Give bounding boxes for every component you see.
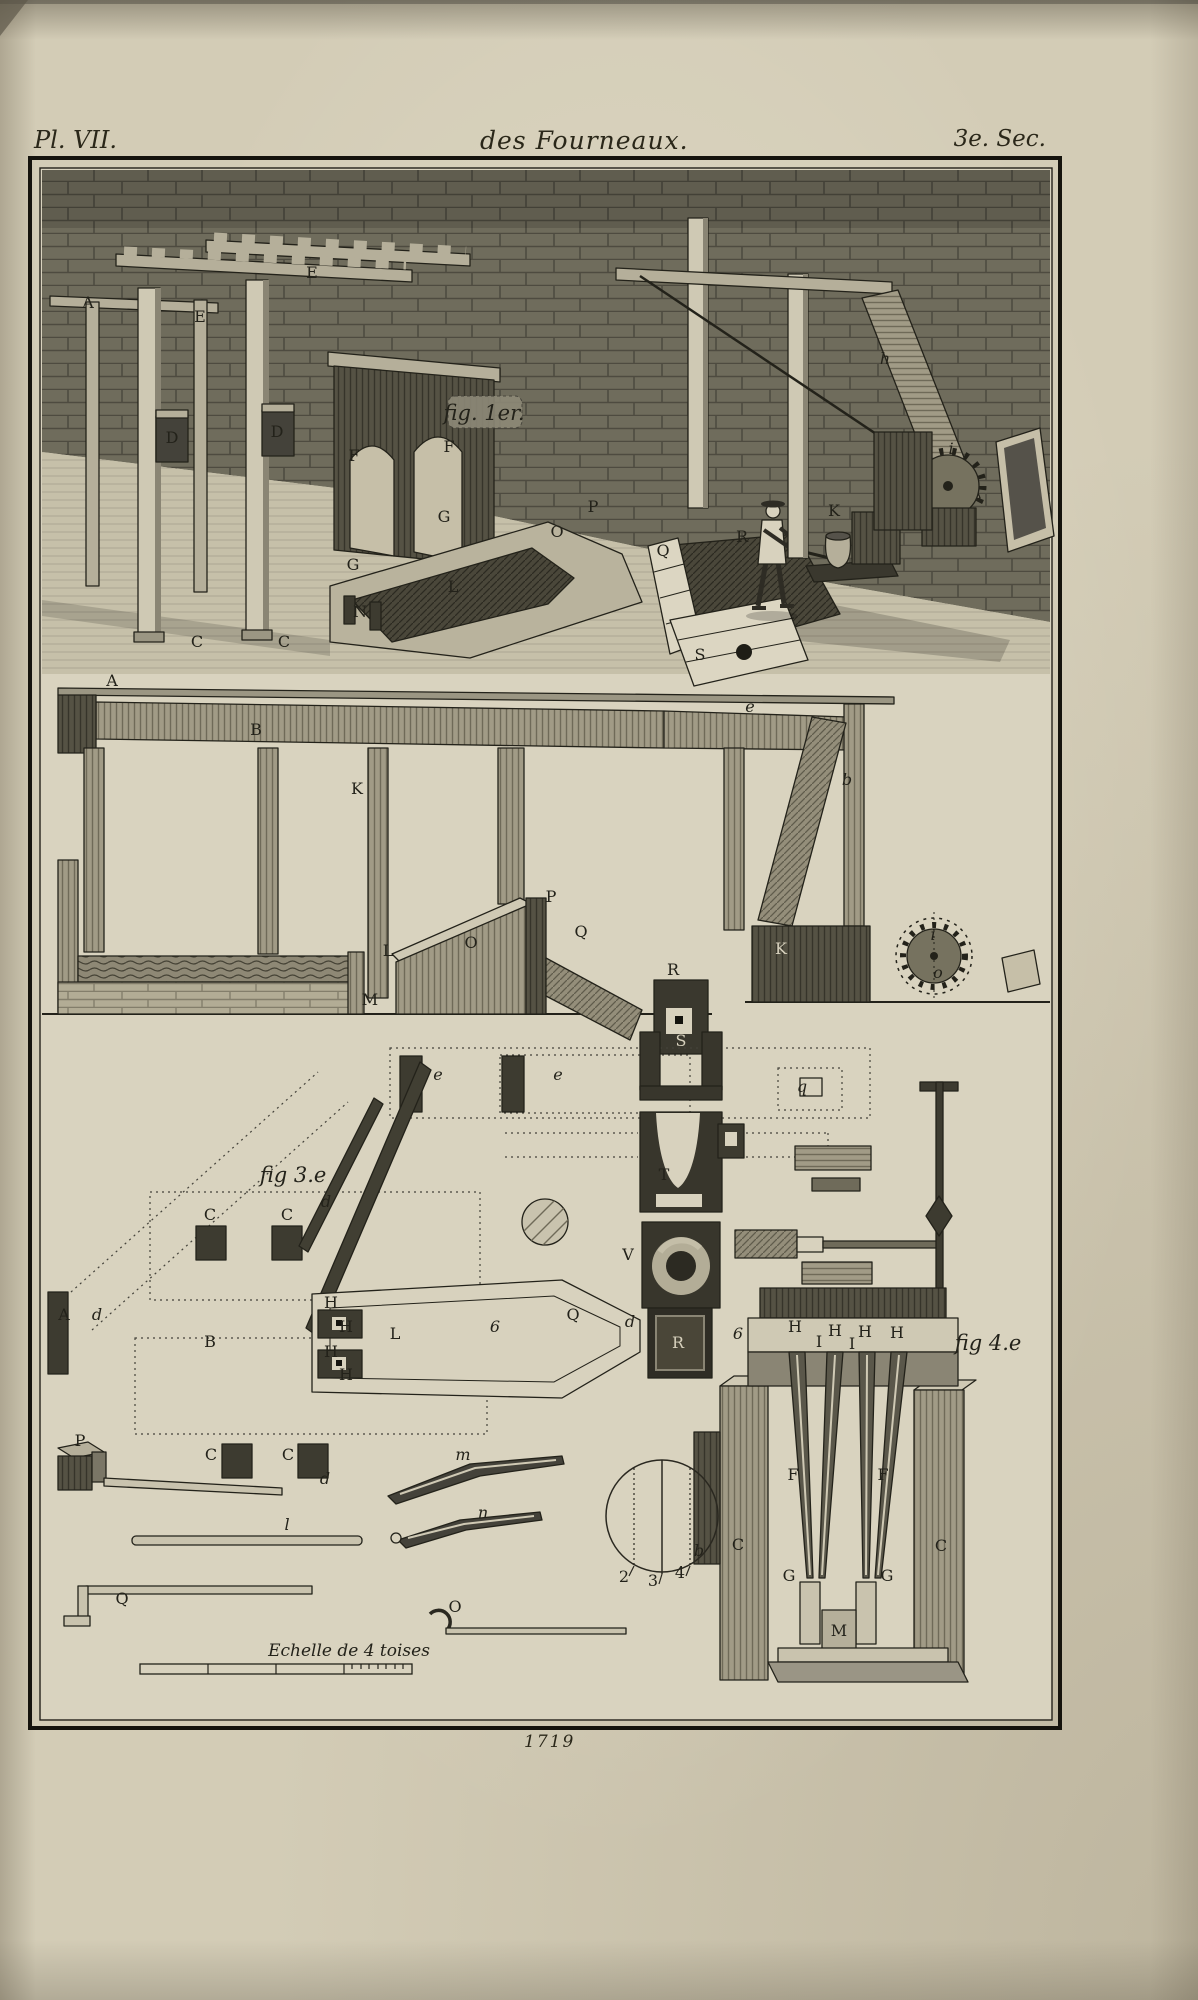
part-label-C: C xyxy=(204,1445,218,1464)
part-label-E: E xyxy=(306,263,318,282)
part-label-H: H xyxy=(339,1365,353,1384)
part-label-G: G xyxy=(346,555,360,574)
part-label-Q: Q xyxy=(574,922,588,941)
part-label-H: H xyxy=(324,1342,338,1361)
part-label-F: F xyxy=(443,437,455,456)
part-label-H: H xyxy=(858,1322,872,1341)
part-label-e: e xyxy=(553,1065,563,1084)
photo-corner-shadow xyxy=(0,0,28,36)
part-label-O: O xyxy=(448,1597,462,1616)
part-label-C: C xyxy=(203,1205,217,1224)
part-label-4: 4 xyxy=(674,1563,686,1582)
scale-label: Echelle de 4 toises xyxy=(268,1641,430,1661)
part-label-M: M xyxy=(361,990,379,1009)
post-K xyxy=(368,748,388,998)
part-label-D: D xyxy=(165,428,179,447)
post xyxy=(258,748,278,954)
part-label-R: R xyxy=(735,527,749,546)
part-label-i: i xyxy=(930,925,936,944)
part-label-6: 6 xyxy=(489,1317,501,1336)
part-label-O: O xyxy=(464,933,478,952)
part-label-d: d xyxy=(320,1192,332,1211)
part-label-o: o xyxy=(933,963,943,982)
part-label-A: A xyxy=(82,293,94,312)
part-label-H: H xyxy=(788,1317,802,1336)
section-label: 3e. Sec. xyxy=(953,126,1046,152)
part-label-G: G xyxy=(437,507,451,526)
part-label-H: H xyxy=(890,1323,904,1342)
part-label-C: C xyxy=(190,632,204,651)
part-label-n: n xyxy=(477,1503,489,1522)
post-footing-C xyxy=(196,1226,226,1260)
part-label-N: N xyxy=(353,602,367,621)
support-block-K xyxy=(752,926,870,1002)
part-label-C: C xyxy=(277,632,291,651)
part-label-S: S xyxy=(694,645,706,664)
part-label-e: e xyxy=(745,697,755,716)
part-label-i: i xyxy=(948,439,954,458)
part-label-6: 6 xyxy=(732,1324,744,1343)
part-label-Q: Q xyxy=(566,1305,580,1324)
part-label-L: L xyxy=(389,1324,401,1343)
part-label-R: R xyxy=(671,1333,685,1352)
part-label-C: C xyxy=(281,1445,295,1464)
mallet-P xyxy=(58,1456,92,1490)
part-label-T: T xyxy=(658,1165,670,1184)
part-label-b: b xyxy=(841,770,853,789)
part-label-H: H xyxy=(828,1321,842,1340)
part-label-L: L xyxy=(447,577,459,596)
part-label-P: P xyxy=(74,1431,86,1450)
post xyxy=(724,748,744,930)
plate-label: Pl. VII. xyxy=(34,126,118,154)
part-label-B: B xyxy=(250,720,262,739)
chimney-post xyxy=(498,748,524,904)
part-label-h: h xyxy=(879,349,891,368)
part-label-d: d xyxy=(91,1305,103,1324)
pillar-C xyxy=(720,1386,768,1680)
wall-shading xyxy=(42,170,1050,228)
part-label-H: H xyxy=(324,1293,338,1312)
figure-label: fig 3.e xyxy=(259,1163,327,1187)
part-label-L: L xyxy=(382,941,394,960)
part-label-e: e xyxy=(433,1065,443,1084)
part-label-l: l xyxy=(284,1515,290,1534)
part-label-E: E xyxy=(194,307,206,326)
worker-hat xyxy=(761,501,785,508)
part-label-I: I xyxy=(815,1332,823,1351)
part-label-K: K xyxy=(775,939,787,958)
figure-label: fig 4.e xyxy=(954,1331,1022,1355)
post xyxy=(841,704,864,926)
page-title: des Fourneaux. xyxy=(480,126,689,155)
funnel-G xyxy=(856,1582,876,1644)
part-label-R: R xyxy=(666,960,680,979)
part-label-Q: Q xyxy=(656,541,670,560)
funnel-G xyxy=(800,1582,820,1644)
part-label-A: A xyxy=(58,1305,70,1324)
fig1-perspective-scene xyxy=(42,170,1054,686)
rod-l xyxy=(132,1536,362,1545)
ring-piece-V xyxy=(642,1222,720,1308)
part-label-P: P xyxy=(587,497,599,516)
part-label-G: G xyxy=(880,1566,894,1585)
part-label-A: A xyxy=(106,671,118,690)
plate-number: 1719 xyxy=(524,1732,576,1752)
figure-label: fig. 1er. xyxy=(443,401,525,425)
mould-piece-T xyxy=(640,1112,722,1212)
scale-bar xyxy=(140,1664,412,1674)
hook-rod xyxy=(446,1628,626,1634)
part-label-H: H xyxy=(339,1317,353,1336)
part-label-F: F xyxy=(787,1465,799,1484)
part-label-C: C xyxy=(280,1205,294,1224)
part-label-K: K xyxy=(828,501,840,520)
part-label-F: F xyxy=(348,446,360,465)
part-label-K: K xyxy=(351,779,363,798)
part-label-O: O xyxy=(550,522,564,541)
part-label-M: M xyxy=(830,1621,848,1640)
part-label-3: 3 xyxy=(647,1571,659,1590)
part-label-C: C xyxy=(934,1536,948,1555)
furnace-mouth xyxy=(736,644,752,660)
post-footing-C xyxy=(222,1444,252,1478)
pillar-C xyxy=(914,1390,964,1680)
part-label-D: D xyxy=(270,422,284,441)
part-label-C: C xyxy=(731,1535,745,1554)
part-label-Q: Q xyxy=(115,1589,129,1608)
molten-liquid xyxy=(78,956,360,982)
part-label-S: S xyxy=(675,1031,687,1050)
flume-plan xyxy=(312,1280,640,1398)
part-label-q: q xyxy=(796,1077,808,1096)
part-label-b: b xyxy=(693,1541,705,1560)
part-label-V: V xyxy=(622,1245,634,1264)
part-label-d: d xyxy=(319,1469,331,1488)
part-label-F: F xyxy=(877,1465,889,1484)
part-label-B: B xyxy=(204,1332,216,1351)
post-footing-C xyxy=(272,1226,302,1260)
part-label-d: d xyxy=(624,1312,636,1331)
part-label-G: G xyxy=(782,1566,796,1585)
part-label-P: P xyxy=(545,887,557,906)
part-label-I: I xyxy=(848,1334,856,1353)
part-label-2: 2 xyxy=(618,1567,630,1586)
photo-top-edge xyxy=(0,0,1198,4)
part-label-m: m xyxy=(455,1445,471,1464)
post xyxy=(84,748,104,952)
